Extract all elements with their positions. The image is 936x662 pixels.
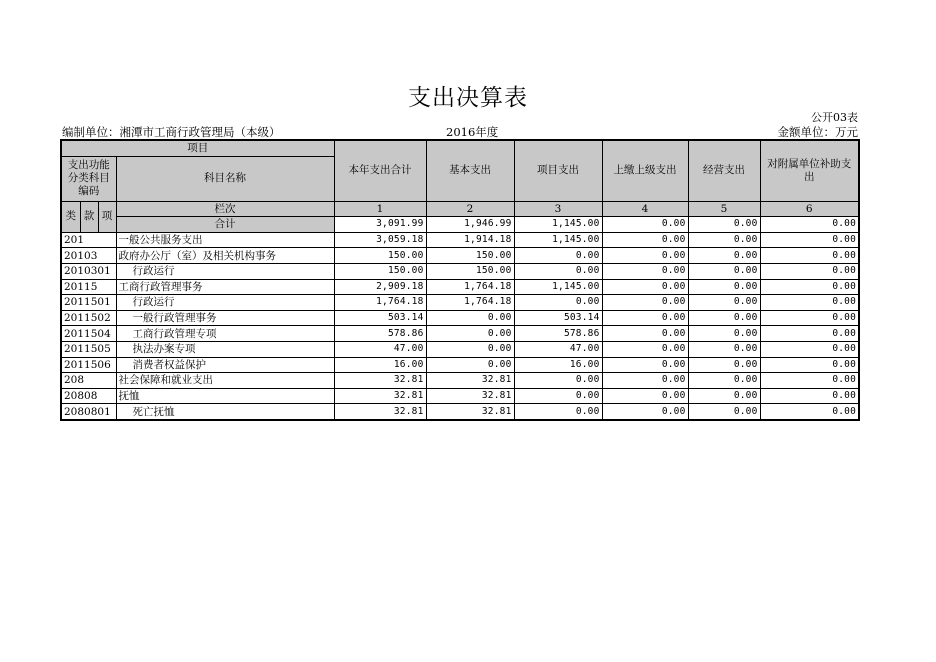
row-subject-name: 行政运行 (116, 263, 334, 279)
row-value: 0.00 (760, 295, 859, 311)
row-code: 2011504 (61, 326, 116, 342)
row-value: 0.00 (426, 341, 514, 357)
row-value: 0.00 (760, 310, 859, 326)
row-code: 20115 (61, 279, 116, 295)
row-value: 0.00 (688, 373, 760, 389)
row-value: 0.00 (688, 279, 760, 295)
row-value: 503.14 (334, 310, 426, 326)
row-value: 503.14 (514, 310, 602, 326)
row-subject-name: 行政运行 (116, 295, 334, 311)
row-subject-name: 工商行政管理专项 (116, 326, 334, 342)
row-value: 32.81 (426, 404, 514, 420)
row-value: 47.00 (334, 341, 426, 357)
row-subject-name: 政府办公厅（室）及相关机构事务 (116, 248, 334, 264)
row-subject-name: 消费者权益保护 (116, 357, 334, 373)
header-col-6: 对附属单位补助支出 (760, 140, 859, 201)
col-number-4: 4 (602, 201, 688, 217)
row-value: 0.00 (760, 341, 859, 357)
row-value: 0.00 (426, 326, 514, 342)
row-value: 0.00 (602, 373, 688, 389)
row-value: 0.00 (602, 357, 688, 373)
header-row-lanci (61, 201, 859, 217)
header-col-1: 本年支出合计 (334, 140, 426, 201)
row-value: 0.00 (760, 232, 859, 248)
expenditure-table (60, 139, 860, 421)
row-value: 0.00 (602, 232, 688, 248)
row-value: 32.81 (426, 388, 514, 404)
row-value: 150.00 (426, 248, 514, 264)
row-value: 0.00 (514, 373, 602, 389)
row-code: 2011502 (61, 310, 116, 326)
row-value: 0.00 (688, 232, 760, 248)
table-row (61, 341, 859, 357)
row-subject-name: 工商行政管理事务 (116, 279, 334, 295)
row-subject-name: 一般公共服务支出 (116, 232, 334, 248)
row-code: 2011501 (61, 295, 116, 311)
row-value: 1,145.00 (514, 279, 602, 295)
header-col-5: 经营支出 (688, 140, 760, 201)
row-value: 2,909.18 (334, 279, 426, 295)
table-row (61, 279, 859, 295)
row-value: 150.00 (426, 263, 514, 279)
row-value: 3,059.18 (334, 232, 426, 248)
row-subject-name: 抚恤 (116, 388, 334, 404)
table-row (61, 388, 859, 404)
row-value: 1,914.18 (426, 232, 514, 248)
header-col-3: 项目支出 (514, 140, 602, 201)
row-value: 0.00 (514, 404, 602, 420)
header-subject-name: 科目名称 (116, 156, 334, 201)
row-value: 0.00 (602, 295, 688, 311)
header-kuan: 款 (80, 201, 98, 232)
row-value: 0.00 (688, 310, 760, 326)
row-code: 201 (61, 232, 116, 248)
fiscal-year: 2016年度 (446, 125, 499, 139)
row-value: 0.00 (688, 341, 760, 357)
row-value: 0.00 (760, 388, 859, 404)
row-value: 150.00 (334, 263, 426, 279)
row-value: 1,764.18 (426, 295, 514, 311)
col-number-2: 2 (426, 201, 514, 217)
compiling-unit: 编制单位：湘潭市工商行政管理局（本级） (62, 125, 281, 139)
row-value: 0.00 (602, 326, 688, 342)
col-number-6: 6 (760, 201, 859, 217)
row-value: 0.00 (514, 388, 602, 404)
row-value: 0.00 (602, 341, 688, 357)
total-value: 1,145.00 (514, 217, 602, 233)
table-row (61, 357, 859, 373)
row-value: 32.81 (334, 388, 426, 404)
row-value: 0.00 (602, 310, 688, 326)
row-value: 1,764.18 (426, 279, 514, 295)
total-row (61, 217, 859, 233)
total-value: 0.00 (602, 217, 688, 233)
row-code: 2011506 (61, 357, 116, 373)
row-value: 1,764.18 (334, 295, 426, 311)
row-value: 0.00 (688, 326, 760, 342)
header-item: 项目 (61, 140, 334, 156)
row-subject-name: 执法办案专项 (116, 341, 334, 357)
row-value: 16.00 (514, 357, 602, 373)
table-row (61, 248, 859, 264)
row-code: 2011505 (61, 341, 116, 357)
row-value: 1,145.00 (514, 232, 602, 248)
row-value: 0.00 (760, 357, 859, 373)
table-row (61, 232, 859, 248)
row-value: 578.86 (514, 326, 602, 342)
row-value: 32.81 (334, 373, 426, 389)
row-subject-name: 社会保障和就业支出 (116, 373, 334, 389)
row-subject-name: 一般行政管理事务 (116, 310, 334, 326)
row-value: 0.00 (760, 404, 859, 420)
row-value: 0.00 (688, 295, 760, 311)
row-subject-name: 死亡抚恤 (116, 404, 334, 420)
table-row (61, 373, 859, 389)
col-number-5: 5 (688, 201, 760, 217)
row-value: 0.00 (602, 279, 688, 295)
row-value: 0.00 (760, 248, 859, 264)
row-value: 0.00 (426, 357, 514, 373)
row-value: 0.00 (688, 248, 760, 264)
row-value: 150.00 (334, 248, 426, 264)
row-value: 0.00 (514, 263, 602, 279)
row-value: 0.00 (760, 263, 859, 279)
row-code: 2010301 (61, 263, 116, 279)
row-value: 16.00 (334, 357, 426, 373)
row-code: 208 (61, 373, 116, 389)
table-row (61, 263, 859, 279)
row-value: 32.81 (334, 404, 426, 420)
row-value: 0.00 (514, 248, 602, 264)
col-number-1: 1 (334, 201, 426, 217)
table-number: 公开03表 (811, 111, 858, 124)
table-row (61, 310, 859, 326)
header-col-4: 上缴上级支出 (602, 140, 688, 201)
header-lei: 类 (61, 201, 80, 232)
total-value: 1,946.99 (426, 217, 514, 233)
row-code: 2080801 (61, 404, 116, 420)
header-row-1 (61, 140, 859, 156)
header-lanci: 栏次 (116, 201, 334, 217)
row-value: 0.00 (760, 373, 859, 389)
row-value: 0.00 (602, 248, 688, 264)
total-value: 0.00 (688, 217, 760, 233)
row-value: 0.00 (602, 263, 688, 279)
row-value: 0.00 (688, 404, 760, 420)
total-label: 合计 (116, 217, 334, 233)
table-row (61, 326, 859, 342)
table-row (61, 295, 859, 311)
total-value: 3,091.99 (334, 217, 426, 233)
row-value: 0.00 (760, 279, 859, 295)
row-value: 0.00 (688, 388, 760, 404)
row-value: 578.86 (334, 326, 426, 342)
header-xiang: 项 (98, 201, 116, 232)
row-value: 0.00 (514, 295, 602, 311)
header-col-2: 基本支出 (426, 140, 514, 201)
amount-unit: 金额单位：万元 (777, 125, 858, 139)
row-value: 0.00 (688, 357, 760, 373)
table-row (61, 404, 859, 420)
row-value: 32.81 (426, 373, 514, 389)
row-value: 0.00 (760, 326, 859, 342)
row-value: 0.00 (602, 404, 688, 420)
total-value: 0.00 (760, 217, 859, 233)
page-title: 支出决算表 (408, 85, 528, 111)
col-number-3: 3 (514, 201, 602, 217)
header-func-code: 支出功能分类科目编码 (61, 156, 116, 201)
row-value: 0.00 (426, 310, 514, 326)
row-value: 47.00 (514, 341, 602, 357)
row-code: 20808 (61, 388, 116, 404)
row-value: 0.00 (688, 263, 760, 279)
row-value: 0.00 (602, 388, 688, 404)
row-code: 20103 (61, 248, 116, 264)
